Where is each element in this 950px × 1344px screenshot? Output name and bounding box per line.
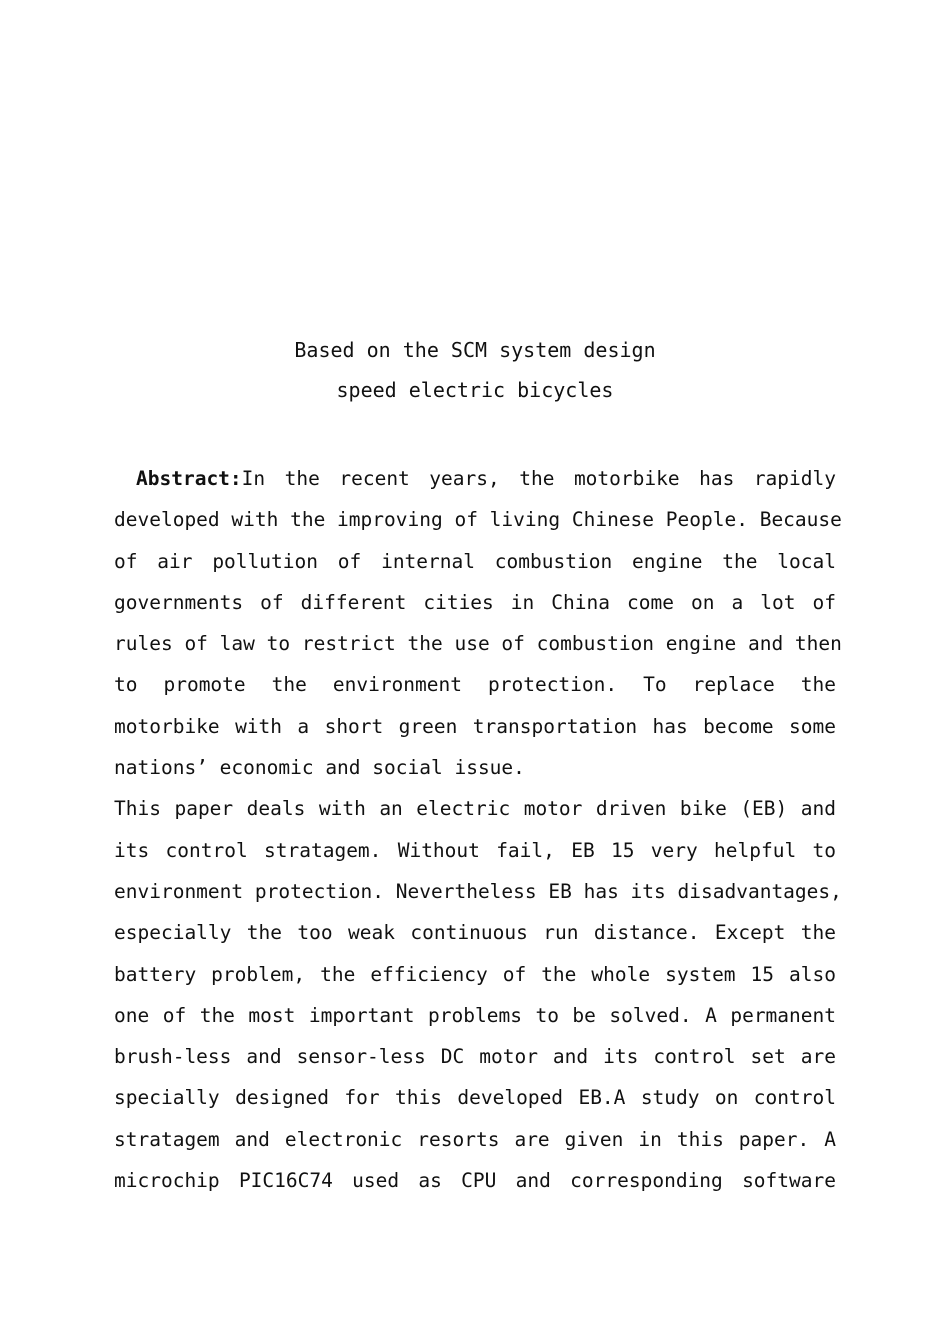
abstract-line: stratagem and electronic resorts are given in this paper. A: [114, 1127, 836, 1151]
abstract-label: Abstract:: [136, 467, 242, 490]
abstract-line: developed with the improving of living Chinese People. Because: [114, 508, 842, 532]
abstract-paragraph-2: [114, 788, 842, 1201]
title-line-1: Based on the SCM system design: [294, 338, 656, 362]
abstract-line: environment protection. Nevertheless EB has its disadvantages,: [114, 879, 842, 903]
abstract-paragraph-1: [114, 458, 842, 788]
abstract-section: [114, 458, 842, 1201]
abstract-line: one of the most important problems to be solved. A permanent: [114, 1003, 836, 1027]
title-line-2: speed electric bicycles: [336, 378, 614, 402]
abstract-line: motorbike with a short green transportation has become some: [114, 714, 836, 738]
abstract-line: This paper deals with an electric motor driven bike (EB) and: [114, 797, 836, 821]
abstract-line: governments of different cities in China come on a lot of: [114, 590, 836, 614]
abstract-line: nations’ economic and social issue.: [114, 756, 525, 780]
abstract-line: rules of law to restrict the use of combustion engine and then: [114, 632, 842, 656]
abstract-line: especially the too weak continuous run distance. Except the: [114, 921, 836, 945]
abstract-line: of air pollution of internal combustion engine the local: [114, 549, 836, 573]
paper-title: [0, 330, 950, 410]
abstract-line: specially designed for this developed EB.A study on control: [114, 1086, 836, 1110]
abstract-line: battery problem, the efficiency of the whole system 15 also: [114, 962, 836, 986]
abstract-line: brush-less and sensor-less DC motor and its control set are: [114, 1045, 836, 1069]
abstract-line: to promote the environment protection. To replace the: [114, 673, 836, 697]
abstract-first-line-text: In the recent years, the motorbike has rapidly: [241, 467, 836, 490]
abstract-line: microchip PIC16C74 used as CPU and corresponding software: [114, 1169, 836, 1193]
abstract-line: [114, 458, 836, 499]
abstract-line: its control stratagem. Without fail, EB 15 very helpful to: [114, 838, 836, 862]
